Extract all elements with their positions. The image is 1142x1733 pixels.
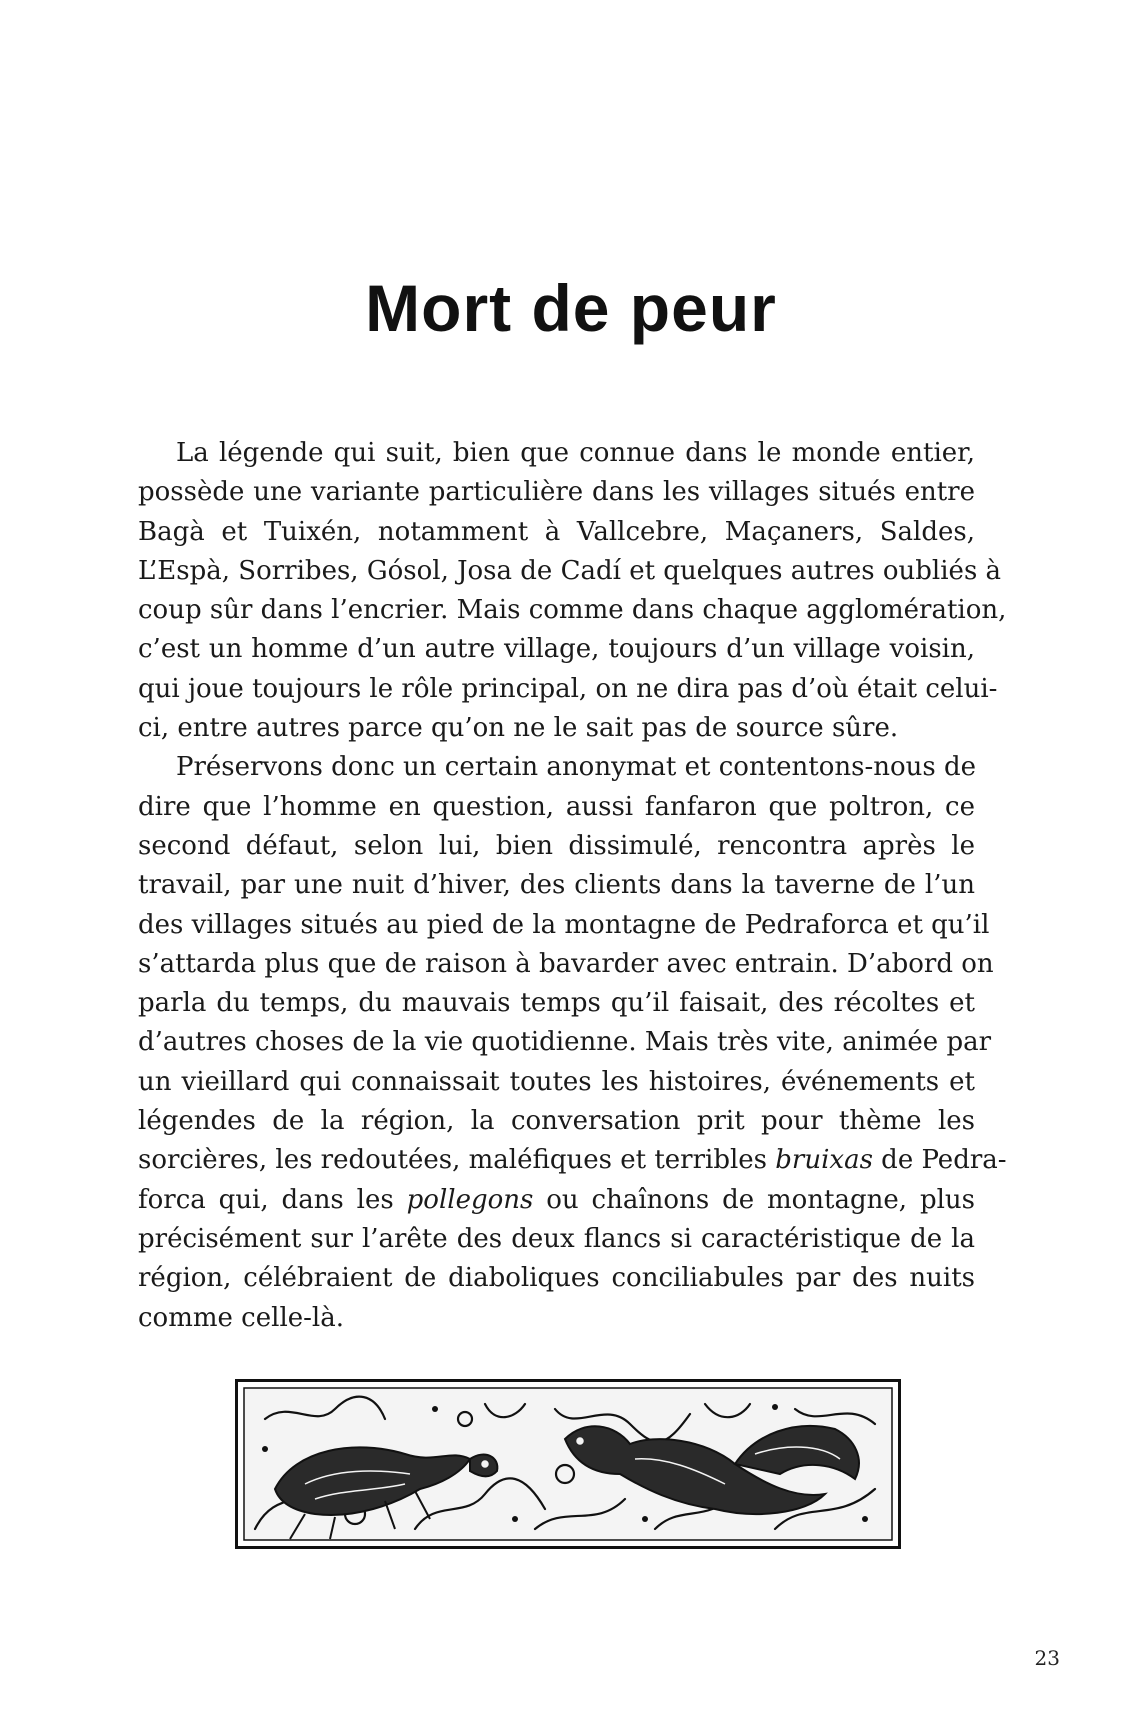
text-line: La légende qui suit, bien que connue dans le monde entier, <box>176 438 975 468</box>
text-line: comme celle-là. <box>138 1302 345 1333</box>
text-line: possède une variante particulière dans les villages situés entre <box>138 477 975 508</box>
paragraph-1 <box>138 434 1007 748</box>
text-fragment: de Pedra- <box>872 1145 1007 1176</box>
italic-term: bruixas <box>775 1145 873 1176</box>
text-line-with-italic <box>138 1181 975 1220</box>
text-line: c’est un homme d’un autre village, toujours d’un village voisin, <box>138 634 975 665</box>
text-line: Bagà et Tuixén, notamment à Vallcebre, Maçaners, Saldes, <box>138 516 975 547</box>
text-line: L’Espà, Sorribes, Gósol, Josa de Cadí et quelques autres oubliés à <box>138 555 1002 586</box>
body-text <box>138 434 1007 1338</box>
text-line: qui joue toujours le rôle principal, on ne dira pas d’où était celui- <box>138 673 998 704</box>
text-fragment: forca qui, dans les <box>138 1184 407 1215</box>
text-line: Préservons donc un certain anonymat et contentons-nous de <box>176 752 977 783</box>
text-line-with-italic <box>138 1141 1007 1180</box>
chapter-title: Mort de peur <box>365 271 777 345</box>
text-fragment: ou chaînons de montagne, plus <box>533 1184 975 1215</box>
text-line: légendes de la région, la conversation prit pour thème les <box>138 1106 975 1137</box>
text-line: d’autres choses de la vie quotidienne. Mais très vite, animée par <box>138 1027 992 1058</box>
text-line: parla du temps, du mauvais temps qu’il faisait, des récoltes et <box>138 988 975 1019</box>
text-line: dire que l’homme en question, aussi fanfaron que poltron, ce <box>138 791 975 822</box>
text-line: un vieillard qui connaissait toutes les histoires, événements et <box>138 1066 975 1097</box>
italic-term: pollegons <box>406 1184 534 1215</box>
text-line: second défaut, selon lui, bien dissimulé, rencontra après le <box>138 830 975 861</box>
paragraph-2 <box>138 748 1007 1337</box>
text-line: des villages situés au pied de la montagne de Pedraforca et qu’il <box>138 909 990 940</box>
text-line: travail, par une nuit d’hiver, des clients dans la taverne de l’un <box>138 870 975 901</box>
page-number: 23 <box>1034 1646 1060 1670</box>
text-line: ci, entre autres parce qu’on ne le sait pas de source sûre. <box>138 713 899 744</box>
text-line: s’attarda plus que de raison à bavarder avec entrain. D’abord on <box>138 948 994 979</box>
text-line: région, célébraient de diaboliques conciliabules par des nuits <box>138 1263 975 1294</box>
decorative-engraving <box>235 1379 901 1549</box>
text-line: précisément sur l’arête des deux flancs si caractéristique de la <box>138 1223 975 1254</box>
text-fragment: sorcières, les redoutées, maléfiques et terribles <box>138 1145 776 1176</box>
text-line: coup sûr dans l’encrier. Mais comme dans chaque agglomération, <box>138 595 1007 626</box>
